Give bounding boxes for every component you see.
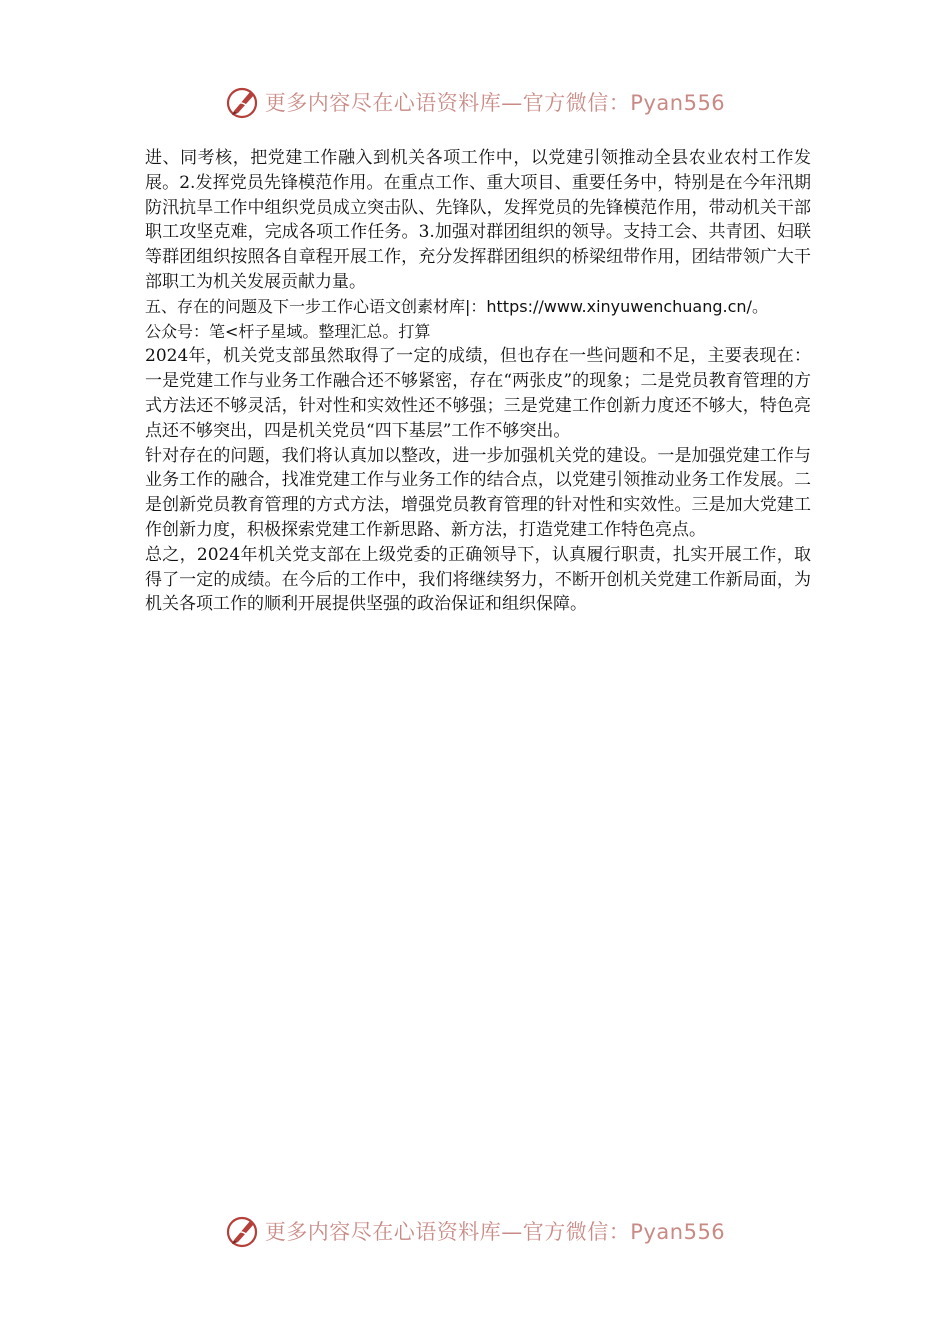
header-banner <box>0 82 950 122</box>
body-paragraph: 进、同考核，把党建工作融入到机关各项工作中，以党建引领推动全县农业农村工作发展。2.发挥党员先锋模范作用。在重点工作、重大项目、重要任务中，特别是在今年汛期防汛抗旱工作中组织党员成立突击队、先锋队，发挥党员的先锋模范作用，带动机关干部职工攻坚克难，完成各项工作任务。3.加强对群团组织的领导。支持工会、共青团、妇联等群团组织按照各自章程开展工作，充分发挥群团组织的桥梁纽带作用，团结带领广大干部职工为机关发展贡献力量。 <box>145 148 811 292</box>
document-body <box>145 146 811 617</box>
body-paragraph: 针对存在的问题，我们将认真加以整改，进一步加强机关党的建设。一是加强党建工作与业务工作的融合，找准党建工作与业务工作的结合点，以党建引领推动业务工作发展。二是创新党员教育管理的方式方法，增强党员教育管理的针对性和实效性。三是加大党建工作创新力度，积极探索党建工作新思路、新方法，打造党建工作特色亮点。 <box>145 445 811 540</box>
body-paragraph: 总之，2024年机关党支部在上级党委的正确领导下，认真履行职责，扎实开展工作，取得了一定的成绩。在今后的工作中，我们将继续努力，不断开创机关党建工作新局面，为机关各项工作的顺利开展提供坚强的政治保证和组织保障。 <box>145 544 811 615</box>
pen-circle-logo-icon <box>225 1213 261 1249</box>
header-banner-inner <box>225 84 725 120</box>
pen-circle-logo-icon <box>225 84 261 120</box>
footer-banner <box>0 1211 950 1251</box>
section-heading-line2: 公众号：笔<杆子星域。整理汇总。打算 <box>145 321 431 341</box>
footer-banner-text: 更多内容尽在心语资料库—官方微信：Pyan556 <box>264 1220 726 1244</box>
footer-banner-inner <box>225 1213 725 1249</box>
section-heading-line1: 五、存在的问题及下一步工作心语文创素材库|：https://www.xinyuwenchuang.cn/。 <box>145 296 768 316</box>
header-banner-text: 更多内容尽在心语资料库—官方微信：Pyan556 <box>264 91 726 115</box>
body-paragraph: 2024年，机关党支部虽然取得了一定的成绩，但也存在一些问题和不足，主要表现在：一是党建工作与业务工作融合还不够紧密，存在“两张皮”的现象；二是党员教育管理的方式方法还不够灵活，针对性和实效性还不够强；三是党建工作创新力度还不够大，特色亮点还不够突出，四是机关党员“四下基层”工作不够突出。 <box>145 346 811 441</box>
